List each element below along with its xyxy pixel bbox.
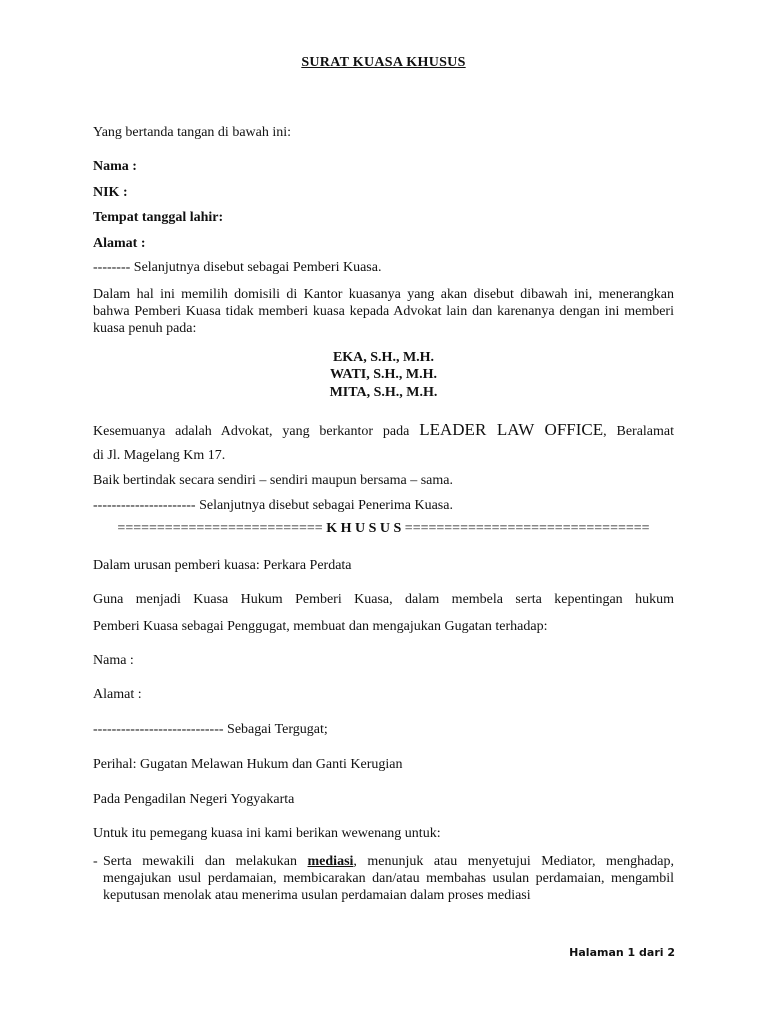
defendant-name-field: Nama :: [93, 653, 134, 668]
matter-line: Dalam urusan pemberi kuasa: Perkara Perdata: [93, 558, 352, 573]
domicile-paragraph: Dalam hal ini memilih domisili di Kantor kuasanya yang akan disebut dibawah ini, menerangkan bahwa Pemberi Kuasa tidak memberi kuasa kepada Advokat lain dan karenanya dengan ini memberi kuasa penuh pada:: [93, 287, 674, 336]
authority-intro: Untuk itu pemegang kuasa ini kami berikan wewenang untuk:: [93, 826, 441, 841]
purpose-line-1: Guna menjadi Kuasa Hukum Pemberi Kuasa, dalam membela serta kepentingan hukum: [93, 592, 674, 607]
grantor-nik-field: NIK :: [93, 185, 128, 200]
mediasi-term: mediasi: [307, 854, 354, 869]
grantor-birth-field: Tempat tanggal lahir:: [93, 210, 224, 225]
grantor-note: -------- Selanjutnya disebut sebagai Pemberi Kuasa.: [93, 260, 382, 275]
list-item: [93, 853, 674, 904]
advocate-1: EKA, S.H., M.H.: [332, 350, 435, 365]
khusus-label: K H U S U S: [322, 521, 405, 536]
khusus-divider-right: ===============================: [404, 521, 650, 536]
recipient-note: ---------------------- Selanjutnya disebut sebagai Penerima Kuasa.: [93, 498, 453, 513]
office-address: di Jl. Magelang Km 17.: [93, 448, 226, 463]
office-name: LEADER LAW OFFICE: [419, 420, 604, 439]
office-line: [93, 420, 674, 440]
khusus-divider: [93, 521, 674, 537]
defendant-address-field: Alamat :: [93, 687, 142, 702]
intro-text: Yang bertanda tangan di bawah ini:: [93, 125, 292, 140]
list-item-text-post: , menunjuk atau menyetujui Mediator, menghadap, mengajukan usul perdamaian, membicarakan dan/atau membahas usulan perdamaian, mengambil keputusan menolak atau menerima usulan perdamaian dalam proses mediasi: [103, 854, 674, 903]
khusus-divider-left: ==========================: [117, 521, 323, 536]
acting-line: Baik bertindak secara sendiri – sendiri maupun bersama – sama.: [93, 473, 453, 488]
purpose-line-2: Pemberi Kuasa sebagai Penggugat, membuat dan mengajukan Gugatan terhadap:: [93, 619, 548, 634]
defendant-note: ---------------------------- Sebagai Tergugat;: [93, 722, 328, 737]
subject-line: Perihal: Gugatan Melawan Hukum dan Ganti Kerugian: [93, 757, 403, 772]
grantor-name-field: Nama :: [93, 159, 137, 174]
office-line-pre: Kesemuanya adalah Advokat, yang berkantor pada: [93, 424, 420, 439]
office-line-post: , Beralamat: [603, 424, 675, 439]
grantor-address-field: Alamat :: [93, 236, 146, 251]
document-title: SURAT KUASA KHUSUS: [301, 55, 466, 70]
document-page: [93, 0, 674, 1024]
court-line: Pada Pengadilan Negeri Yogyakarta: [93, 792, 295, 807]
list-item-text-pre: Serta mewakili dan melakukan: [103, 854, 308, 869]
page-number: Halaman 1 dari 2: [569, 946, 675, 959]
advocate-3: MITA, S.H., M.H.: [329, 385, 438, 400]
list-bullet: -: [93, 854, 98, 869]
advocate-2: WATI, S.H., M.H.: [329, 367, 438, 382]
